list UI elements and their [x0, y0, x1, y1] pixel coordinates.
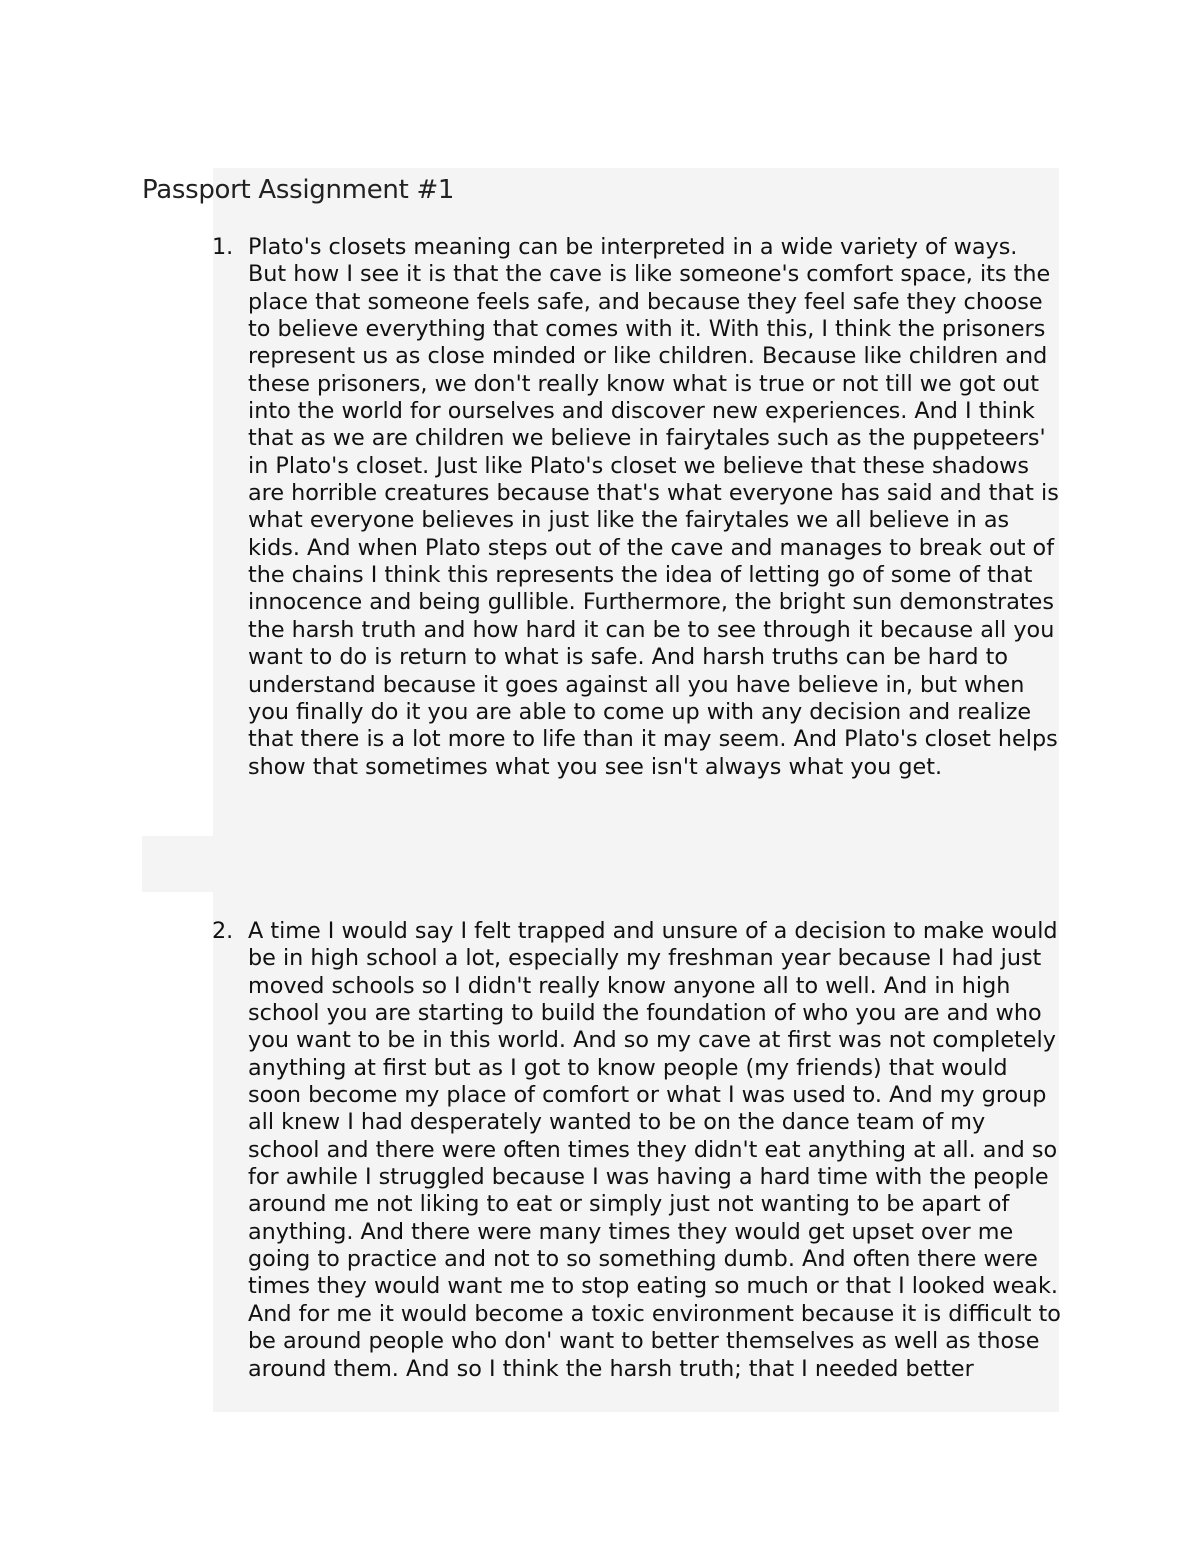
page-title: Passport Assignment #1 [142, 175, 455, 205]
list-number: 2. [212, 918, 234, 944]
answer-paragraph: Plato's closets meaning can be interpreted in a wide variety of ways. But how I see it is that the cave is like someone's comfort space, its the place that someone feels safe, and because they feel safe they choose to believe everything that comes with it. With this, I think the prisoners represent us as close minded or like children. Because like children and these prisoners, we don't really know what is true or not till we got out into the world for ourselves and discover new experiences. And I think that as we are children we believe in fairytales such as the puppeteers' in Plato's closet. Just like Plato's closet we believe that these shadows are horrible creatures because that's what everyone has said and that is what everyone believes in just like the fairytales we all believe in as kids. And when Plato steps out of the cave and manages to break out of the chains I think this represents the idea of letting go of some of that innocence and being gullible. Furthermore, the bright sun demonstrates the harsh truth and how hard it can be to see through it because all you want to do is return to what is safe. And harsh truths can be hard to understand because it goes against all you have believe in, but when you finally do it you are able to come up with any decision and realize that there is a lot more to life than it may seem. And Plato's closet helps show that sometimes what you see isn't always what you get. [248, 234, 1059, 780]
highlight-gap-block [142, 836, 214, 892]
answer-item-1 [212, 234, 1062, 781]
answer-paragraph: A time I would say I felt trapped and unsure of a decision to make would be in high school a lot, especially my freshman year because I had just moved schools so I didn't really know anyone all to well. And in high school you are starting to build the foundation of who you are and who you want to be in this world. And so my cave at first was not completely anything at first but as I got to know people (my friends) that would soon become my place of comfort or what I was used to. And my group all knew I had desperately wanted to be on the dance team of my school and there were often times they didn't eat anything at all. and so for awhile I struggled because I was having a hard time with the people around me not liking to eat or simply just not wanting to be apart of anything. And there were many times they would get upset over me going to practice and not to so something dumb. And often there were times they would want me to stop eating so much or that I looked weak. And for me it would become a toxic environment because it is difficult to be around people who don' want to better themselves as well as those around them. And so I think the harsh truth; that I needed better [248, 918, 1061, 1382]
answer-item-2 [212, 918, 1062, 1383]
list-number: 1. [212, 234, 234, 260]
